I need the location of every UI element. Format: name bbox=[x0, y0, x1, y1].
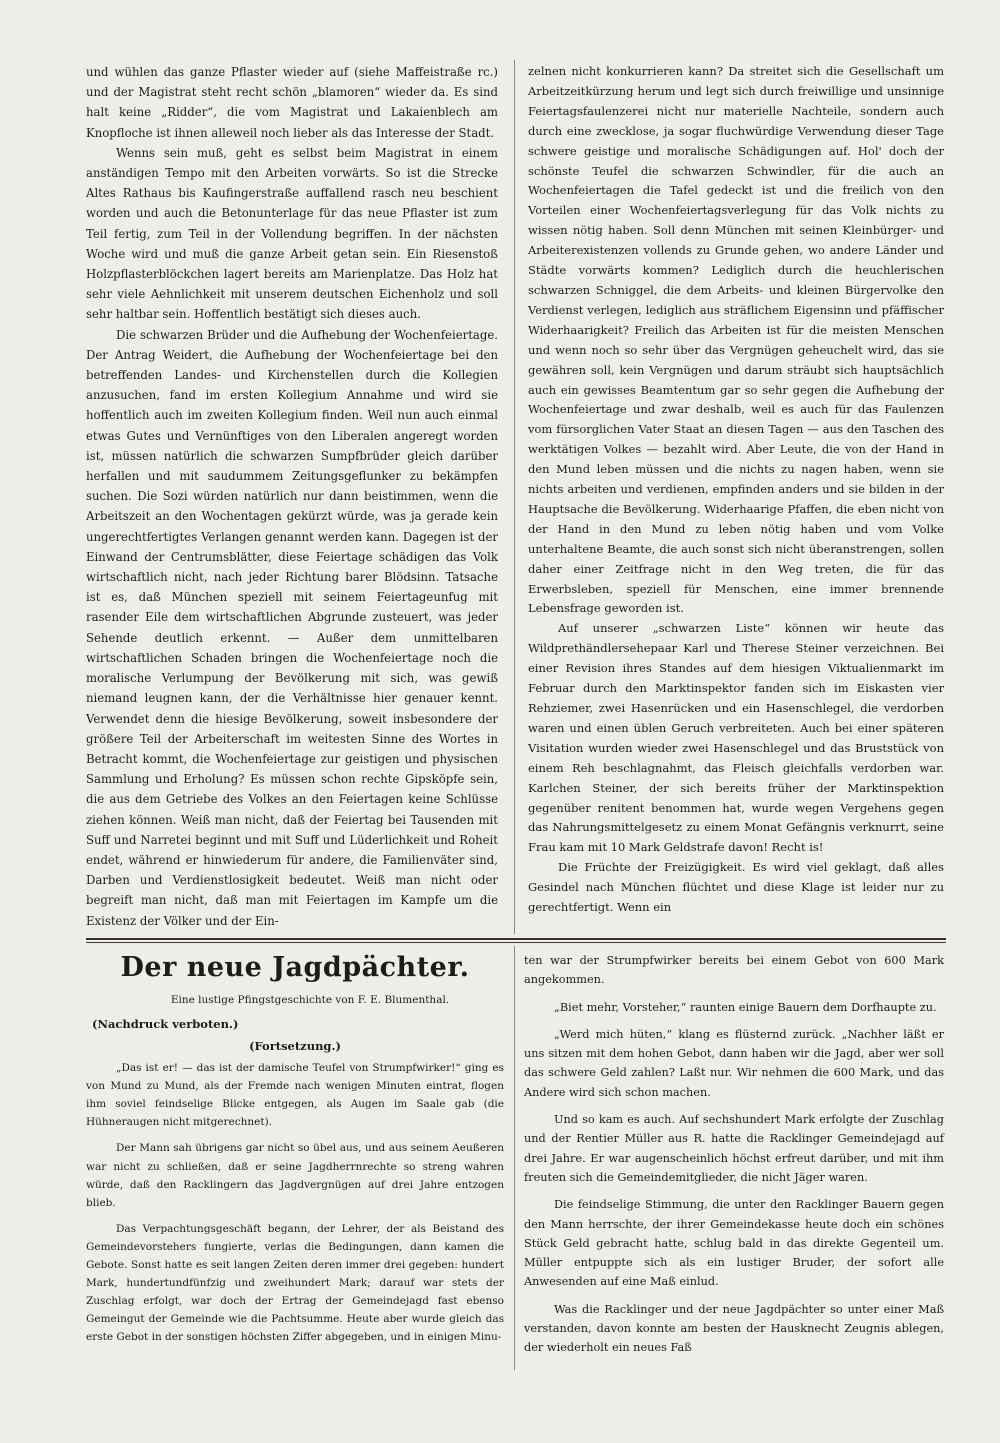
story-subtitle: Eine lustige Pfingstgeschichte von F. E. Blumenthal. bbox=[170, 994, 450, 1006]
story-title: Der neue Jagdpächter. bbox=[120, 952, 470, 983]
article-paragraph: zelnen nicht konkurrieren kann? Da streitet sich die Gesellschaft um Arbeitzeitkürzung herum und legt sich durch freiwillige und unsinnige Feiertagsfaulenzerei nicht nur materielle Nachteile, sondern auch durch eine zwecklose, ja sogar fluchwürdige Verwendung dieser Tage schwere geistige und moralische Schädigungen auf. Hol' doch der schönste Teufel die schwarzen Schwindler, für die auch an Wochenfeiertagen die Tafel gedeckt ist und die freilich von den Vorteilen einer Wochenfeiertagsverlegung für das Volk nichts zu wissen nötig haben. Soll denn München mit seinen Kleinbürger- und Arbeiterexistenzen vollends zu Grunde gehen, wo andere Länder und Städte vorwärts kommen? Lediglich durch die heuchlerischen schwarzen Schniggel, die dem Arbeits- und kleinen Bürgervolke den Verdienst verlegen, lediglich aus sträflichem Eigensinn und pfäffischer Widerhaarigkeit? Freilich das Arbeiten ist für die meisten Menschen und wenn noch so sehr über das Vergnügen geheuchelt wird, das sie gewähren soll, kein Vergnügen und darum sträubt sich hauptsächlich auch ein gewisses Beamtentum gar so sehr gegen die Aufhebung der Wochenfeiertage und zwar deshalb, weil es auch für das Faulenzen vom fürsorglichen Vater Staat an diesen Tagen — aus den Taschen des werktätigen Volkes — bezahlt wird. Aber Leute, die von der Hand in den Mund leben müssen und die nichts zu nagen haben, wenn sie nichts arbeiten und verdienen, empfinden anders und sie bilden in der Hauptsache die Bevölkerung. Widerhaarige Pfaffen, die eben nicht von der Hand in den Mund zu leben nötig haben und vom Volke unterhaltene Beamte, die auch sonst sich nicht überanstrengen, sollen daher einer Zeitfrage nicht in den Weg treten, die für das Erwerbsleben, speziell für Menschen, eine immer brennende Lebensfrage geworden ist. bbox=[528, 64, 944, 616]
story-paragraph: „Werd mich hüten,“ klang es flüsternd zurück. „Nachher läßt er uns sitzen mit dem hohen Gebot, dann haben wir die Jagd, aber wer soll das schwere Geld zahlen? Laßt nur. Wir nehmen die 600 Mark, und das Andere wird sich schon machen. bbox=[524, 1027, 944, 1099]
article-paragraph: Die Früchte der Freizügigkeit. Es wird viel geklagt, daß alles Gesindel nach München flüchtet und diese Klage ist leider nur zu gerechtfertigt. Wenn ein bbox=[528, 860, 944, 915]
reprint-note: (Nachdruck verboten.) bbox=[92, 1017, 239, 1032]
article-paragraph: Auf unserer „schwarzen Liste“ können wir heute das Wildprethändlersehepaar Karl und Therese Steiner verzeichnen. Bei einer Revision ihres Standes auf dem hiesigen Viktualienmarkt im Februar durch den Marktinspektor fanden sich im Eiskasten vier Rehziemer, zwei Hasenrücken und ein Hasenschlegel, die verdorben waren und einen üblen Geruch verbreiteten. Auch bei einer späteren Visitation wurden wieder zwei Hasenschlegel und das Bruststück von einem Reh beschlagnahmt, das Fleisch gleichfalls verdorben war. Karlchen Steiner, der sich bereits früher der Marktinspektion gegenüber renitent benommen hat, wurde wegen Vergehens gegen das Nahrungsmittelgesetz zu einem Monat Gefängnis verknurrt, seine Frau kam mit 10 Mark Geldstrafe davon! Recht is! bbox=[528, 621, 944, 855]
column-divider-bottom bbox=[514, 946, 515, 1370]
story-paragraph: Was die Racklinger und der neue Jagdpächter so unter einer Maß verstanden, davon konnte am besten der Hausknecht Zeugnis ablegen, der wiederholt ein neues Faß bbox=[524, 1302, 944, 1355]
story-right-column bbox=[524, 951, 944, 1366]
story-paragraph: Das Verpachtungsgeschäft begann, der Lehrer, der als Beistand des Gemeindevorstehers fungierte, verlas die Bedingungen, dann kamen die Gebote. Sonst hatte es seit langen Zeiten deren immer drei gegeben: hundert Mark, hundertundfünfzig und zweihundert Mark; darauf war stets der Zuschlag erfolgt, war doch der Ertrag der Gemeindejagd fast ebenso Gemeingut der Gemeinde wie die Pachtsumme. Heute aber wurde gleich das erste Gebot in der sonstigen höchsten Ziffer abgegeben, und in einigen Minu- bbox=[86, 1222, 504, 1344]
story-paragraph: Die feindselige Stimmung, die unter den Racklinger Bauern gegen den Mann herrschte, der ihrer Gemeindekasse heute doch ein schönes Stück Geld gebracht hatte, schlug bald in das direkte Gegenteil um. Müller entpuppte sich als ein lustiger Bruder, der sofort alle Anwesenden auf eine Maß einlud. bbox=[524, 1198, 944, 1289]
top-right-column bbox=[528, 62, 944, 918]
story-paragraph: ten war der Strumpfwirker bereits bei einem Gebot von 600 Mark angekommen. bbox=[524, 954, 944, 987]
article-paragraph: und wühlen das ganze Pflaster wieder auf (siehe Maffeistraße rc.) und der Magistrat steht recht schön „blamoren“ wieder da. Es sind halt keine „Ridder“, die vom Magistrat und Lakaienblech am Knopfloche ist ihnen alleweil noch lieber als das Interesse der Stadt. bbox=[86, 65, 498, 140]
top-left-column bbox=[86, 62, 498, 931]
story-paragraph: Und so kam es auch. Auf sechshundert Mark erfolgte der Zuschlag und der Rentier Müller aus R. hatte die Racklinger Gemeindejagd auf drei Jahre. Er war augenscheinlich höchst erfreut darüber, und mit ihm freuten sich die Gemeindemitglieder, die nicht Jäger waren. bbox=[524, 1113, 944, 1184]
continued-label: (Fortsetzung.) bbox=[249, 1039, 341, 1054]
article-paragraph: Die schwarzen Brüder und die Aufhebung der Wochenfeiertage. Der Antrag Weidert, die Aufhebung der Wochenfeiertage bei den betreffenden Landes- und Kirchenstellen durch die Kollegien anzusuchen, fand im ersten Kollegium Annahme und wird sie hoffentlich auch im zweiten Kollegium finden. Weil nun auch einmal etwas Gutes und Vernünftiges von den Liberalen angeregt worden ist, müssen natürlich die schwarzen Sumpfbrüder gleich darüber herfallen und mit saudummem Zeitungsgeflunker zu bekämpfen suchen. Die Sozi würden natürlich nur dann beistimmen, wenn die Arbeitszeit an den Wochentagen gekürzt würde, was ja gerade kein ungerechtfertigtes Verlangen genannt werden kann. Dagegen ist der Einwand der Centrumsblätter, diese Feiertage schädigen das Volk wirtschaftlich nicht, nach jeder Richtung barer Blödsinn. Tatsache ist es, daß München speziell mit seinem Feiertageunfug mit rasender Eile dem wirtschaftlichen Abgrunde zusteuert, was jeder Sehende deutlich erkennt. — Außer dem unmittelbaren wirtschaftlichen Schaden bringen die Wochenfeiertage noch die moralische Verlumpung der Bevölkerung mit sich, was gewiß niemand leugnen kann, der die Verhältnisse hier genauer kennt. Verwendet denn die hiesige Bevölkerung, soweit insbesondere der größere Teil der Arbeiterschaft im weitesten Sinne des Wortes in Betracht kommt, die Wochenfeiertage zur geistigen und physischen Sammlung und Erholung? Es müssen schon rechte Gipsköpfe sein, die aus dem Getriebe des Volkes an den Feiertagen keine Schlüsse ziehen können. Weiß man nicht, daß der Feiertag bei Tausenden mit Suff und Narretei beginnt und mit Suff und Lüderlichkeit und Roheit endet, während er hinwiederum für andere, die Familienväter sind, Darben und Verdienstlosigkeit bedeutet. Weiß man nicht oder begreift man nicht, daß man mit Feiertagen im Kampfe um die Existenz der Völker und der Ein- bbox=[86, 327, 498, 928]
story-left-column bbox=[86, 951, 504, 1355]
article-paragraph: Wenns sein muß, geht es selbst beim Magistrat in einem anständigen Tempo mit den Arbeiten vorwärts. So ist die Strecke Altes Rathaus bis Kaufingerstraße auffallend rasch neu beschient worden und auch die Betonunterlage für das neue Pflaster ist zum Teil fertig, zum Teil in der Vollendung begriffen. In der nächsten Woche wird und muß die ganze Arbeit getan sein. Ein Riesenstoß Holzpflasterblöckchen lagert bereits am Marienplatze. Das Holz hat sehr viele Aehnlichkeit mit unserem deutschen Eichenholz und soll sehr haltbar sein. Hoffentlich bestätigt sich dieses auch. bbox=[86, 145, 498, 322]
story-paragraph: „Biet mehr, Vorsteher,“ raunten einige Bauern dem Dorfhaupte zu. bbox=[554, 1000, 937, 1014]
column-divider-top bbox=[514, 60, 515, 934]
story-paragraph: Der Mann sah übrigens gar nicht so übel aus, und aus seinem Aeußeren war nicht zu schließen, daß er seine Jagdherrnrechte so streng wahren würde, daß den Racklingern das Jagdvergnügen auf drei Jahre entzogen blieb. bbox=[86, 1142, 504, 1209]
story-paragraph: „Das ist er! — das ist der damische Teufel von Strumpfwirker!“ ging es von Mund zu Mund, als der Fremde nach wenigen Minuten eintrat, flogen ihm soviel feindselige Blicke entgegen, als Augen im Saale gab (die Hühneraugen nicht mitgerechnet). bbox=[86, 1062, 504, 1129]
section-divider bbox=[86, 938, 946, 943]
